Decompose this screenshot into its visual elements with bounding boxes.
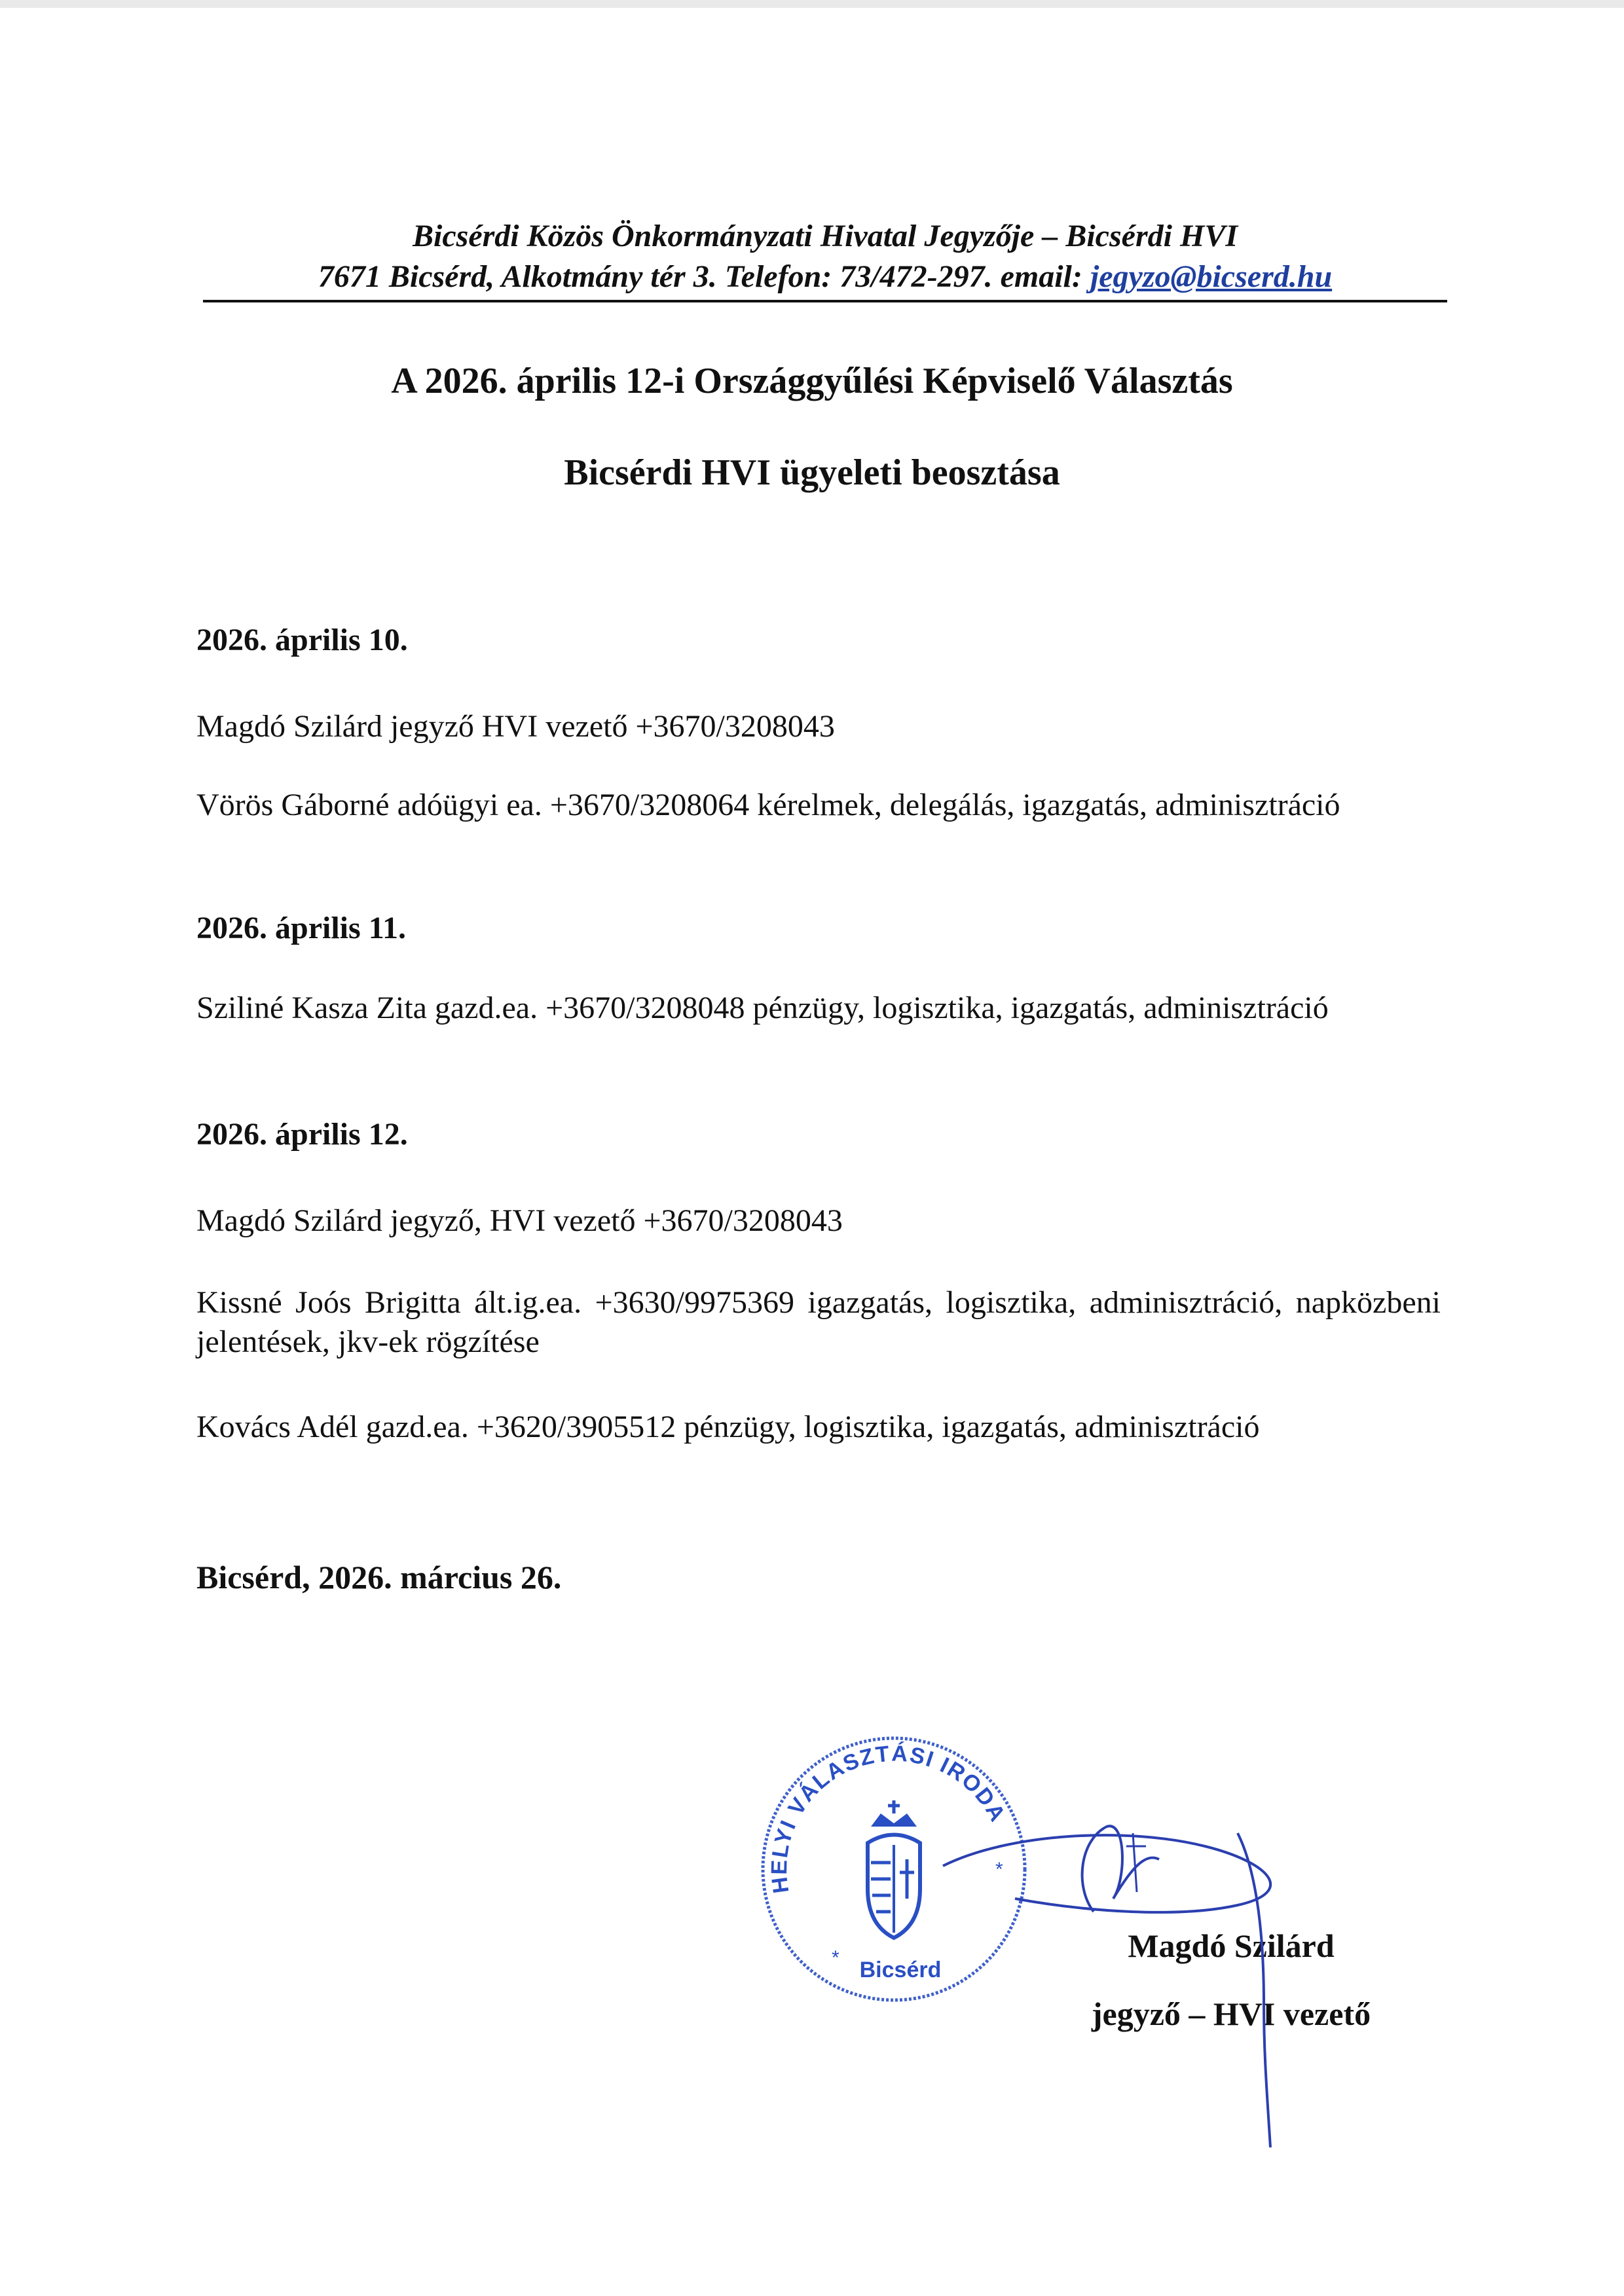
scan-edge bbox=[0, 0, 1624, 8]
letterhead-address: 7671 Bicsérd, Alkotmány tér 3. Telefon: 73/472-297. email: bbox=[318, 259, 1090, 294]
signer-title: jegyző – HVI vezető bbox=[1091, 1995, 1371, 2032]
letterhead-contact bbox=[203, 257, 1447, 302]
date-heading-2: 2026. április 11. bbox=[196, 911, 407, 945]
entry-3-3: Kovács Adél gazd.ea. +3620/3905512 pénzügy, logisztika, igazgatás, adminisztráció bbox=[196, 1410, 1260, 1444]
document-subtitle: Bicsérdi HVI ügyeleti beosztása bbox=[564, 452, 1060, 493]
coat-of-arms-icon bbox=[868, 1800, 920, 1938]
entry-3-2: Kissné Joós Brigitta ált.ig.ea. +3630/9975369 igazgatás, logisztika, adminisztráció, napközbeni jelentések, jkv-ek rögzítése bbox=[196, 1285, 1441, 1359]
email-link[interactable]: jegyzo@bicserd.hu bbox=[1090, 259, 1333, 294]
entry-1-2: Vörös Gáborné adóügyi ea. +3670/3208064 kérelmek, delegálás, igazgatás, adminisztráció bbox=[196, 788, 1340, 822]
svg-text:*: * bbox=[832, 1947, 840, 1969]
stamp-arc-text: HELYI VÁLASZTÁSI IRODA bbox=[766, 1741, 1011, 1895]
document-title: A 2026. április 12-i Országgyűlési Képviselő Választás bbox=[391, 361, 1233, 401]
stamp-bottom-text: Bicsérd bbox=[859, 1958, 942, 1982]
signer-name: Magdó Szilárd bbox=[1128, 1927, 1335, 1964]
date-heading-3: 2026. április 12. bbox=[196, 1117, 408, 1152]
letterhead-office: Bicsérdi Közös Önkormányzati Hivatal Jegyzője – Bicsérdi HVI bbox=[412, 219, 1238, 253]
entry-3-1: Magdó Szilárd jegyző, HVI vezető +3670/3208043 bbox=[196, 1203, 843, 1238]
svg-text:*: * bbox=[995, 1859, 1003, 1880]
handwritten-signature bbox=[930, 1807, 1349, 2160]
place-date: Bicsérd, 2026. március 26. bbox=[196, 1559, 562, 1595]
date-heading-1: 2026. április 10. bbox=[196, 623, 408, 657]
entry-1-1: Magdó Szilárd jegyző HVI vezető +3670/3208043 bbox=[196, 709, 835, 744]
entry-2-1: Sziliné Kasza Zita gazd.ea. +3670/3208048 pénzügy, logisztika, igazgatás, adminisztráció bbox=[196, 991, 1329, 1025]
letterhead bbox=[203, 216, 1447, 302]
